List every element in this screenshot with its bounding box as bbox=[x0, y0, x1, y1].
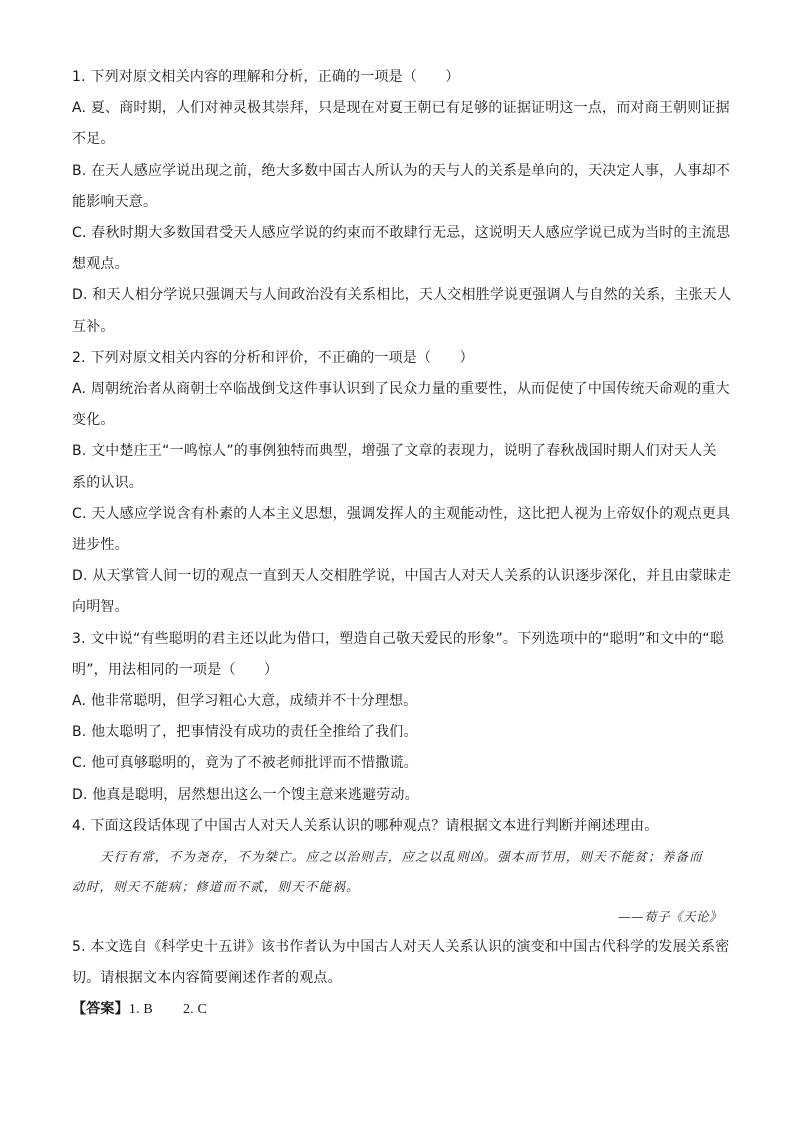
exam-page bbox=[72, 62, 732, 1026]
q4-quote: 天行有常，不为尧存，不为桀亡。应之以治则吉，应之以乱则凶。强本而节用，则天不能贫；养备而 bbox=[100, 849, 703, 865]
q1-option-d-cont: 互补。 bbox=[72, 318, 115, 335]
q1-option-d: D. 和天人相分学说只强调天与人间政治没有关系相比，天人交相胜学说更强调人与自然的关系，主张天人 bbox=[72, 287, 732, 304]
q1-option-a: A. 夏、商时期，人们对神灵极其崇拜，只是现在对夏王朝已有足够的证据证明这一点，而对商王朝则证据 bbox=[72, 100, 730, 117]
answer-tag: 【答案】 bbox=[72, 1001, 129, 1018]
answer-second: 2. C bbox=[182, 1002, 208, 1018]
q2-option-c-cont: 进步性。 bbox=[72, 537, 129, 554]
q1-option-a-cont: 不足。 bbox=[72, 131, 115, 148]
answer-line bbox=[72, 994, 722, 1025]
q4-quote-cont: 动时，则天不能病；修道而不贰，则天不能祸。 bbox=[72, 879, 360, 895]
q4-stem: 4. 下面这段话体现了中国古人对天人关系认识的哪种观点？请根据文本进行判断并阐述理由。 bbox=[72, 817, 659, 834]
q2-option-d: D. 从天掌管人间一切的观点一直到天人交相胜学说，中国古人对天人关系的认识逐步深化，并且由蒙昧走 bbox=[72, 568, 732, 585]
q3-option-c: C. 他可真够聪明的，竟为了不被老师批评而不惜撒谎。 bbox=[72, 755, 418, 772]
q2-option-b: B. 文中楚庄王“一鸣惊人”的事例独特而典型，增强了文章的表现力，说明了春秋战国时期人们对天人关 bbox=[72, 443, 717, 460]
q3-option-b: B. 他太聪明了，把事情没有成功的责任全推给了我们。 bbox=[72, 724, 418, 741]
q3-stem-cont: 明”，用法相同的一项是（ ） bbox=[72, 661, 279, 678]
q2-option-a-cont: 变化。 bbox=[72, 412, 115, 429]
q2-option-d-cont: 向明智。 bbox=[72, 599, 129, 616]
q2-option-b-cont: 系的认识。 bbox=[72, 474, 143, 491]
q3-stem: 3. 文中说“有些聪明的君主还以此为借口，塑造自己敬天爱民的形象”。下列选项中的“聪明”和文中的“聪 bbox=[72, 630, 725, 647]
q2-stem: 2. 下列对原文相关内容的分析和评价，不正确的一项是（ ） bbox=[72, 349, 474, 366]
answer-first: 1. B bbox=[128, 1002, 153, 1018]
q1-option-c: C. 春秋时期大多数国君受天人感应学说的约束而不敢肆行无忌，这说明天人感应学说已成为当时的主流思 bbox=[72, 225, 731, 242]
q1-option-c-cont: 想观点。 bbox=[72, 256, 129, 273]
q2-option-a: A. 周朝统治者从商朝士卒临战倒戈这件事认识到了民众力量的重要性，从而促使了中国传统天命观的重大 bbox=[72, 381, 730, 398]
q3-option-a: A. 他非常聪明，但学习粗心大意，成绩并不十分理想。 bbox=[72, 693, 418, 710]
q1-option-b-cont: 能影响天意。 bbox=[72, 193, 158, 210]
q3-option-d: D. 他真是聪明，居然想出这么一个馊主意来逃避劳动。 bbox=[72, 786, 419, 803]
q5-stem: 5. 本文选自《科学史十五讲》该书作者认为中国古人对天人关系认识的演变和中国古代科学的发展关系密 bbox=[72, 939, 730, 956]
q2-option-c: C. 天人感应学说含有朴素的人本主义思想，强调发挥人的主观能动性，这比把人视为上帝奴仆的观点更具 bbox=[72, 505, 731, 522]
q1-option-b: B. 在天人感应学说出现之前，绝大多数中国古人所认为的天与人的关系是单向的，天决定人事，人事却不 bbox=[72, 162, 731, 179]
q4-quote-source: ——荀子《天论》 bbox=[617, 909, 722, 925]
q1-stem: 1. 下列对原文相关内容的理解和分析，正确的一项是（ ） bbox=[72, 69, 460, 85]
q5-stem-cont: 切。请根据文本内容简要阐述作者的观点。 bbox=[72, 970, 342, 987]
